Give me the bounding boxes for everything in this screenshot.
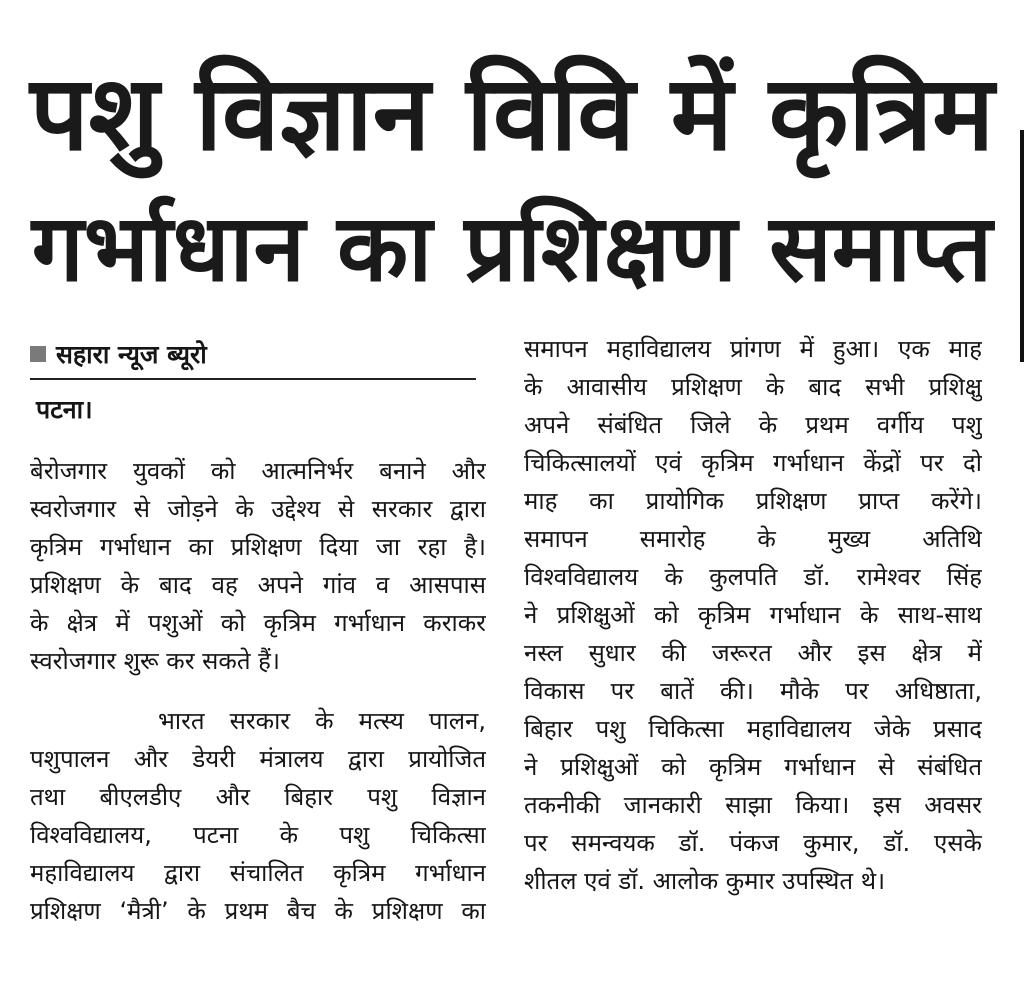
byline: [30, 334, 207, 374]
byline-rule: [30, 378, 476, 380]
text-line: तकनीकी जानकारी साझा किया। इस अवसर: [524, 791, 982, 819]
bullet-square-icon: [30, 346, 46, 362]
text-line: विकास पर बातें की। मौके पर अधिष्ठाता,: [524, 677, 982, 705]
text-line: महाविद्यालय द्वारा संचालित कृत्रिम गर्भाधान: [30, 859, 486, 887]
text-line: कृत्रिम गर्भाधान का प्रशिक्षण दिया जा रहा है।: [30, 533, 486, 561]
text-line: बेरोजगार युवकों को आत्मनिर्भर बनाने और: [30, 457, 486, 485]
text-line: समापन महाविद्यालय प्रांगण में हुआ। एक माह: [524, 335, 982, 363]
text-line: शीतल एवं डॉ. आलोक कुमार उपस्थित थे।: [524, 867, 886, 895]
text-line: पशुपालन और डेयरी मंत्रालय द्वारा प्रायोजित: [30, 745, 486, 773]
text-line: चिकित्सालयों एवं कृत्रिम गर्भाधान केंद्रों पर दो: [524, 449, 982, 477]
byline-text: सहारा न्यूज ब्यूरो: [56, 340, 207, 369]
text-line: प्रशिक्षण ‘मैत्री’ के प्रथम बैच के प्रशिक्षण का: [30, 897, 486, 925]
text-line: विश्वविद्यालय के कुलपति डॉ. रामेश्वर सिंह: [524, 563, 982, 591]
text-line: स्वरोजगार से जोड़ने के उद्देश्य से सरकार द्वारा: [30, 495, 486, 523]
text-line: ने प्रशिक्षुओं को कृत्रिम गर्भाधान के साथ-साथ: [524, 601, 982, 629]
text-line: विश्वविद्यालय, पटना के पशु चिकित्सा: [30, 821, 486, 849]
text-line: प्रशिक्षण के बाद वह अपने गांव व आसपास: [30, 571, 486, 599]
text-line: के क्षेत्र में पशुओं को कृत्रिम गर्भाधान कराकर: [30, 609, 486, 637]
headline-line-2: गर्भाधान का प्रशिक्षण समाप्त: [31, 194, 993, 302]
text-line: ने प्रशिक्षुओं को कृत्रिम गर्भाधान से संबंधित: [524, 753, 982, 781]
text-line: के आवासीय प्रशिक्षण के बाद सभी प्रशिक्षु: [524, 373, 982, 401]
text-line: अपने संबंधित जिले के प्रथम वर्गीय पशु: [524, 411, 982, 439]
text-line: बिहार पशु चिकित्सा महाविद्यालय जेके प्रसाद: [524, 715, 982, 743]
text-line: स्वरोजगार शुरू कर सकते हैं।: [30, 647, 280, 675]
text-line: माह का प्रायोगिक प्रशिक्षण प्राप्त करेंगे।: [524, 487, 982, 515]
text-line: तथा बीएलडीए और बिहार पशु विज्ञान: [30, 783, 486, 811]
text-line: समापन समारोह के मुख्य अतिथि: [524, 525, 982, 553]
edge-divider: [1020, 130, 1024, 362]
dateline: पटना।: [36, 395, 93, 424]
text-line: नस्ल सुधार की जरूरत और इस क्षेत्र में: [524, 639, 982, 667]
text-line: पर समन्वयक डॉ. पंकज कुमार, डॉ. एसके: [524, 829, 982, 857]
headline-line-1: पशु विज्ञान विवि में कृत्रिम: [30, 54, 995, 174]
text-line: भारत सरकार के मत्स्य पालन,: [158, 707, 486, 735]
